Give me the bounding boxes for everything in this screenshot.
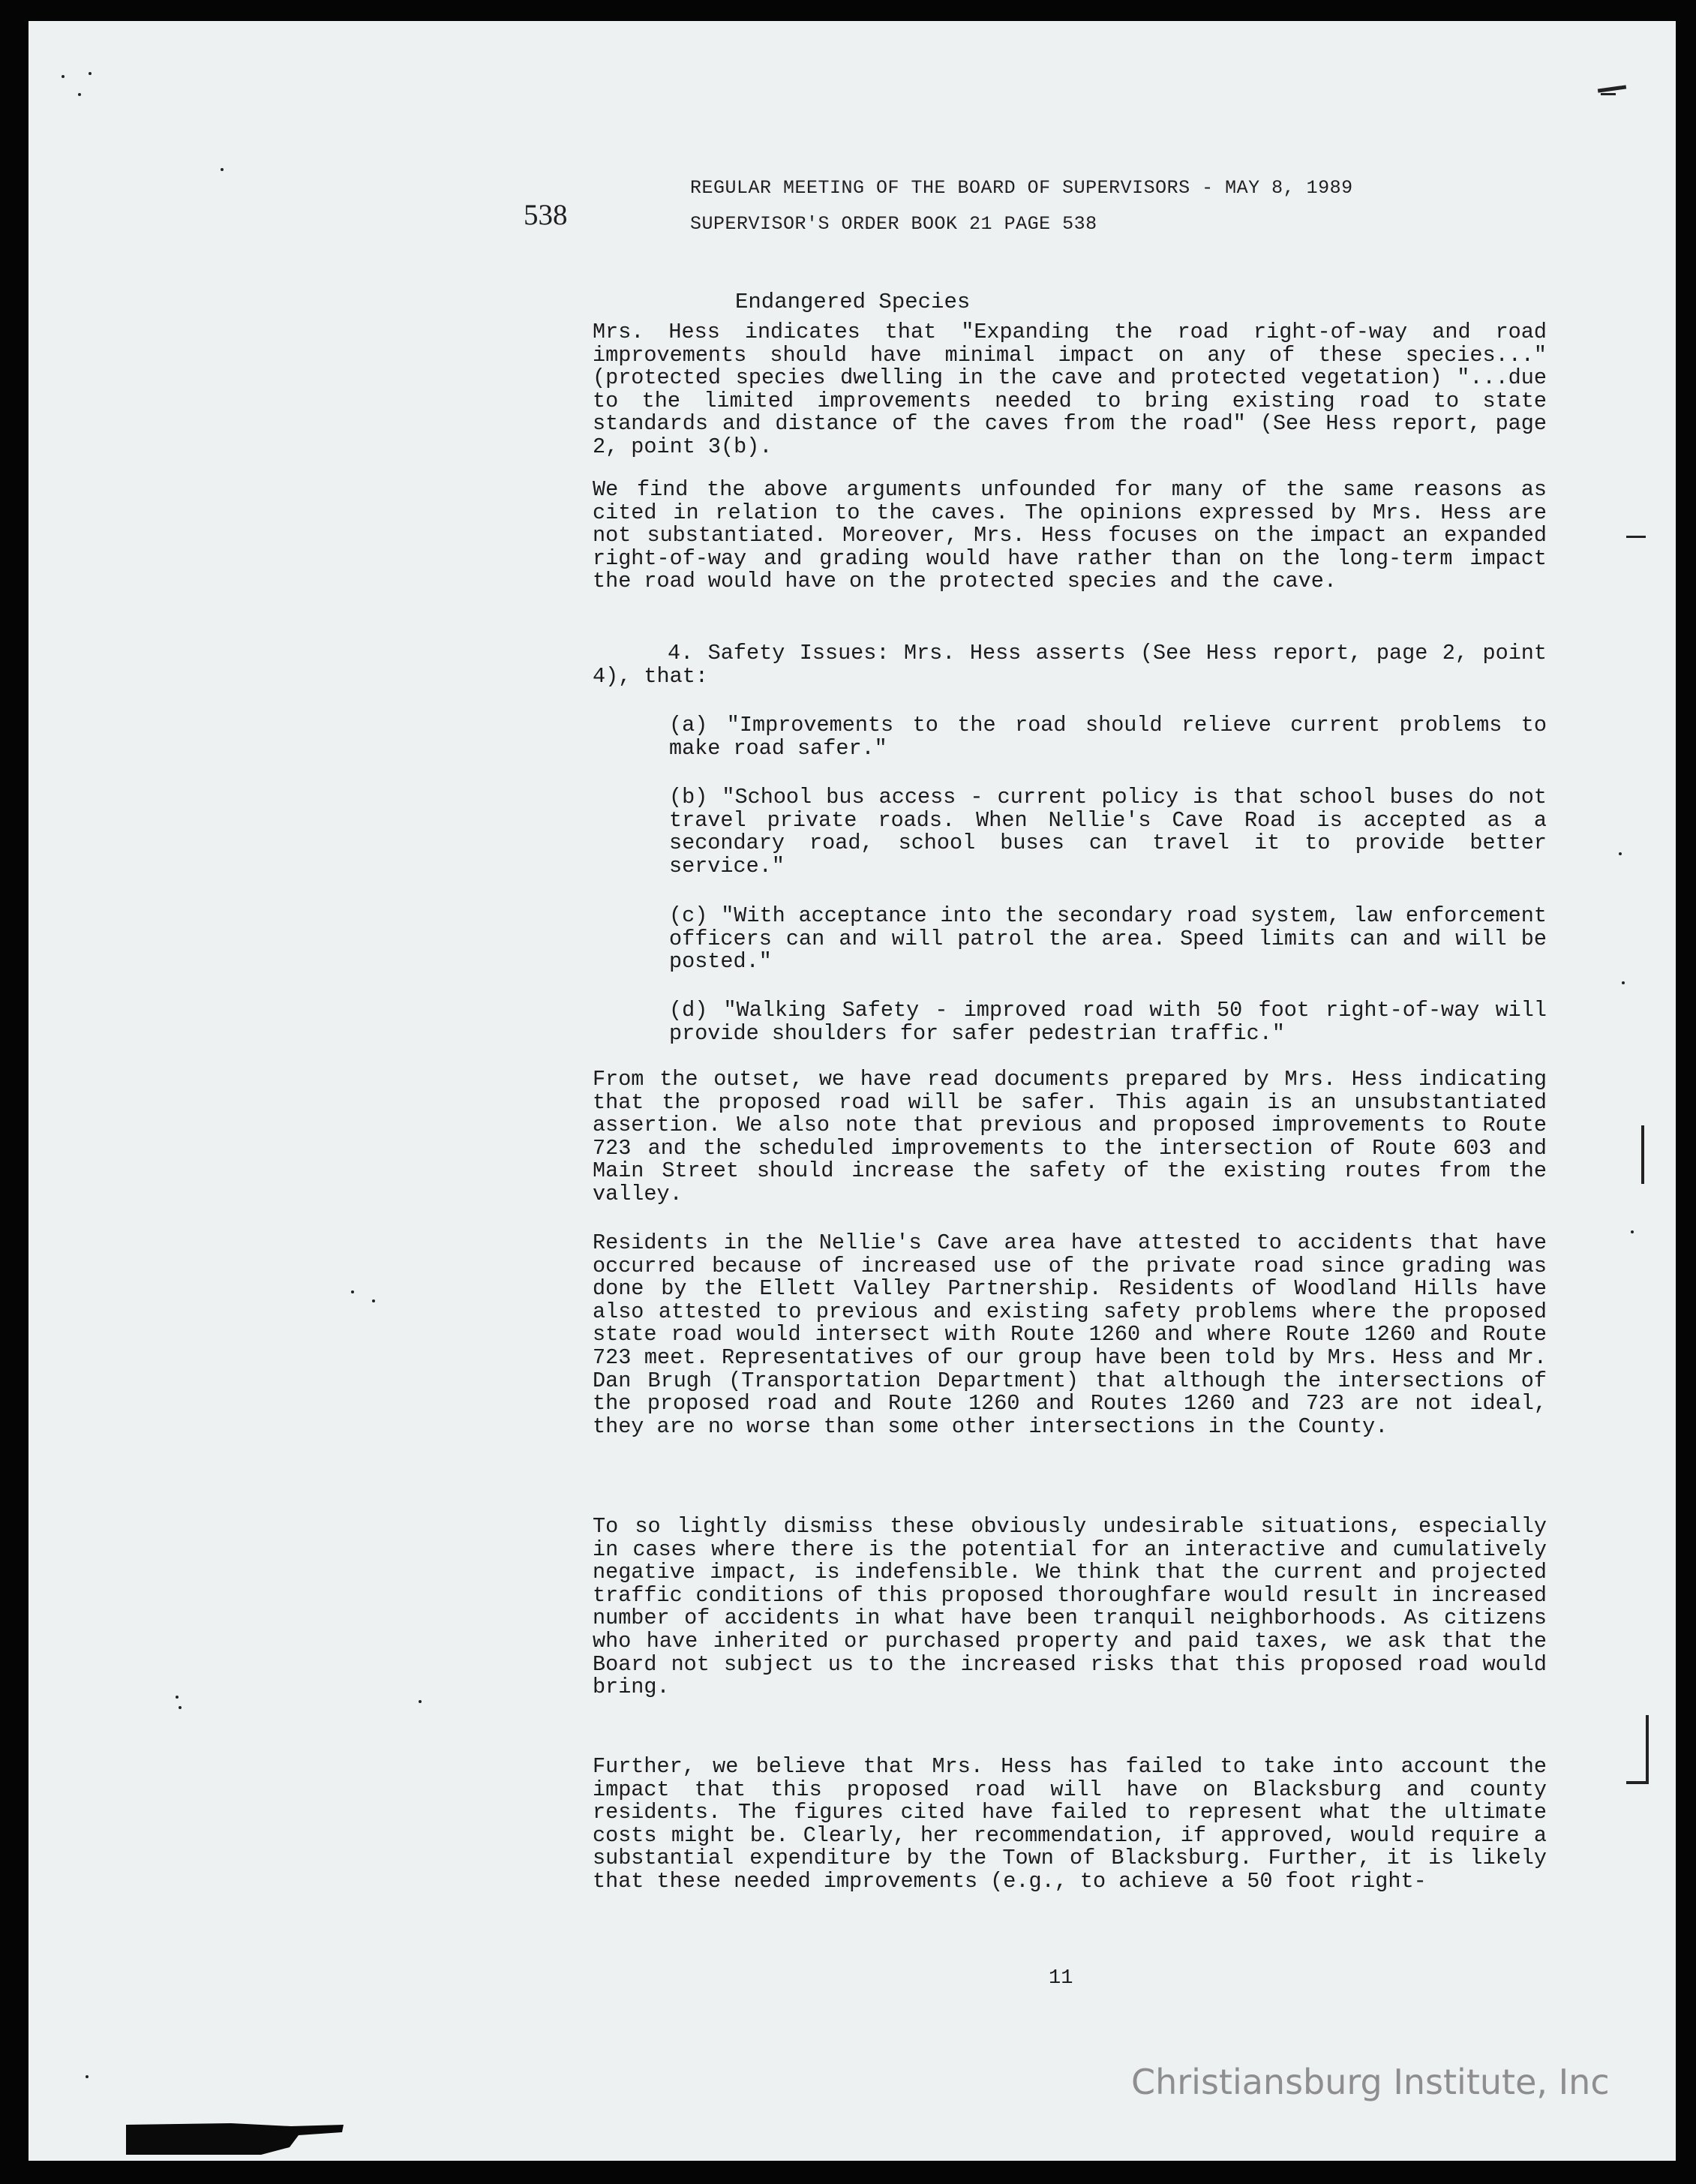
list-item: (b) "School bus access - current policy is that school buses do not travel private roads. When Nellie's Cave Road is accepted as a secondary road, school buses can travel it to provide better service." (669, 785, 1547, 879)
page-number: 538 (524, 199, 568, 231)
footer-page-number: 11 (1049, 1967, 1073, 1990)
list-item: (a) "Improvements to the road should relieve current problems to make road safer." (669, 713, 1547, 761)
speck (78, 93, 81, 96)
speck (372, 1299, 375, 1302)
speck (179, 1706, 182, 1709)
speck (1619, 852, 1622, 855)
margin-mark (1601, 93, 1616, 95)
speck (86, 2075, 89, 2078)
margin-bracket (1646, 1715, 1649, 1784)
paragraph: Residents in the Nellie's Cave area have attested to accidents that have occurred because of increased use of the private road since grading was done by the Ellett Valley Partnership. Residents of Woodland Hills have also attested to previous and existing safety problems where the proposed state road would intersect with Route 1260 and where Route 1260 and Route 723 meet. Representatives of our group have been told by Mrs. Hess and Mr. Dan Brugh (Transportation Department) that although the intersections of the proposed road and Route 1260 and Routes 1260 and 723 are not ideal, they are no worse than some other intersections in the County. (593, 1230, 1547, 1439)
list-item: (c) "With acceptance into the secondary road system, law enforcement officers can and will patrol the area. Speed limits can and will be posted." (669, 903, 1547, 975)
paragraph: 4. Safety Issues: Mrs. Hess asserts (See Hess report, page 2, point 4), that: (593, 641, 1547, 689)
list-item: (d) "Walking Safety - improved road with 50 foot right-of-way will provide shoulders for safer pedestrian traffic." (669, 998, 1547, 1046)
margin-bracket (1641, 1125, 1644, 1184)
paragraph: Mrs. Hess indicates that "Expanding the road right-of-way and road improvements should have minimal impact on any of these species..." (protected species dwelling in the cave and protected vegetation) "...due to the limited improvements needed to bring existing road to state standards and distance of the caves from the road" (See Hess report, page 2, point 3(b). (593, 320, 1547, 459)
speck (419, 1700, 422, 1703)
speck (1622, 981, 1625, 984)
paragraph: From the outset, we have read documents prepared by Mrs. Hess indicating that the proposed road will be safer. This again is an unsubstantiated assertion. We also note that previous and proposed improvements to Route 723 and the scheduled improvements to the intersection of Route 603 and Main Street should increase the safety of the existing routes from the valley. (593, 1067, 1547, 1206)
speck (89, 72, 92, 75)
scan-blot (126, 2120, 344, 2158)
margin-bracket (1626, 1781, 1649, 1784)
paragraph: Further, we believe that Mrs. Hess has failed to take into account the impact that this proposed road will have on Blacksburg and county residents. The figures cited have failed to represent what the ultimate costs might be. Clearly, her recommendation, if approved, would require a substantial expenditure by the Town of Blacksburg. Further, it is likely that these needed improvements (e.g., to achieve a 50 foot right- (593, 1754, 1547, 1894)
meeting-header: REGULAR MEETING OF THE BOARD OF SUPERVISORS - MAY 8, 1989 (690, 177, 1353, 199)
margin-mark (1626, 536, 1646, 538)
section-heading: Endangered Species (735, 290, 971, 314)
speck (1631, 1230, 1634, 1233)
speck (176, 1696, 179, 1699)
document-page (29, 21, 1676, 2161)
paragraph: To so lightly dismiss these obviously undesirable situations, especially in cases where there is the potential for an interactive and cumulatively negative impact, is indefensible. We think that the current and projected traffic conditions of this proposed thoroughfare would result in increased number of accidents in what have been tranquil neighborhoods. As citizens who have inherited or purchased property and paid taxes, we ask that the Board not subject us to the increased risks that this proposed road would bring. (593, 1514, 1547, 1700)
paragraph: We find the above arguments unfounded for many of the same reasons as cited in relation to the caves. The opinions expressed by Mrs. Hess are not substantiated. Moreover, Mrs. Hess focuses on the impact an expanded right-of-way and grading would have rather than on the long-term impact the road would have on the protected species and the cave. (593, 477, 1547, 594)
margin-mark (1598, 85, 1626, 92)
speck (62, 75, 65, 78)
speck (221, 168, 224, 171)
watermark: Christiansburg Institute, Inc (1131, 2062, 1610, 2102)
speck (351, 1290, 354, 1293)
order-book-header: SUPERVISOR'S ORDER BOOK 21 PAGE 538 (690, 213, 1097, 235)
